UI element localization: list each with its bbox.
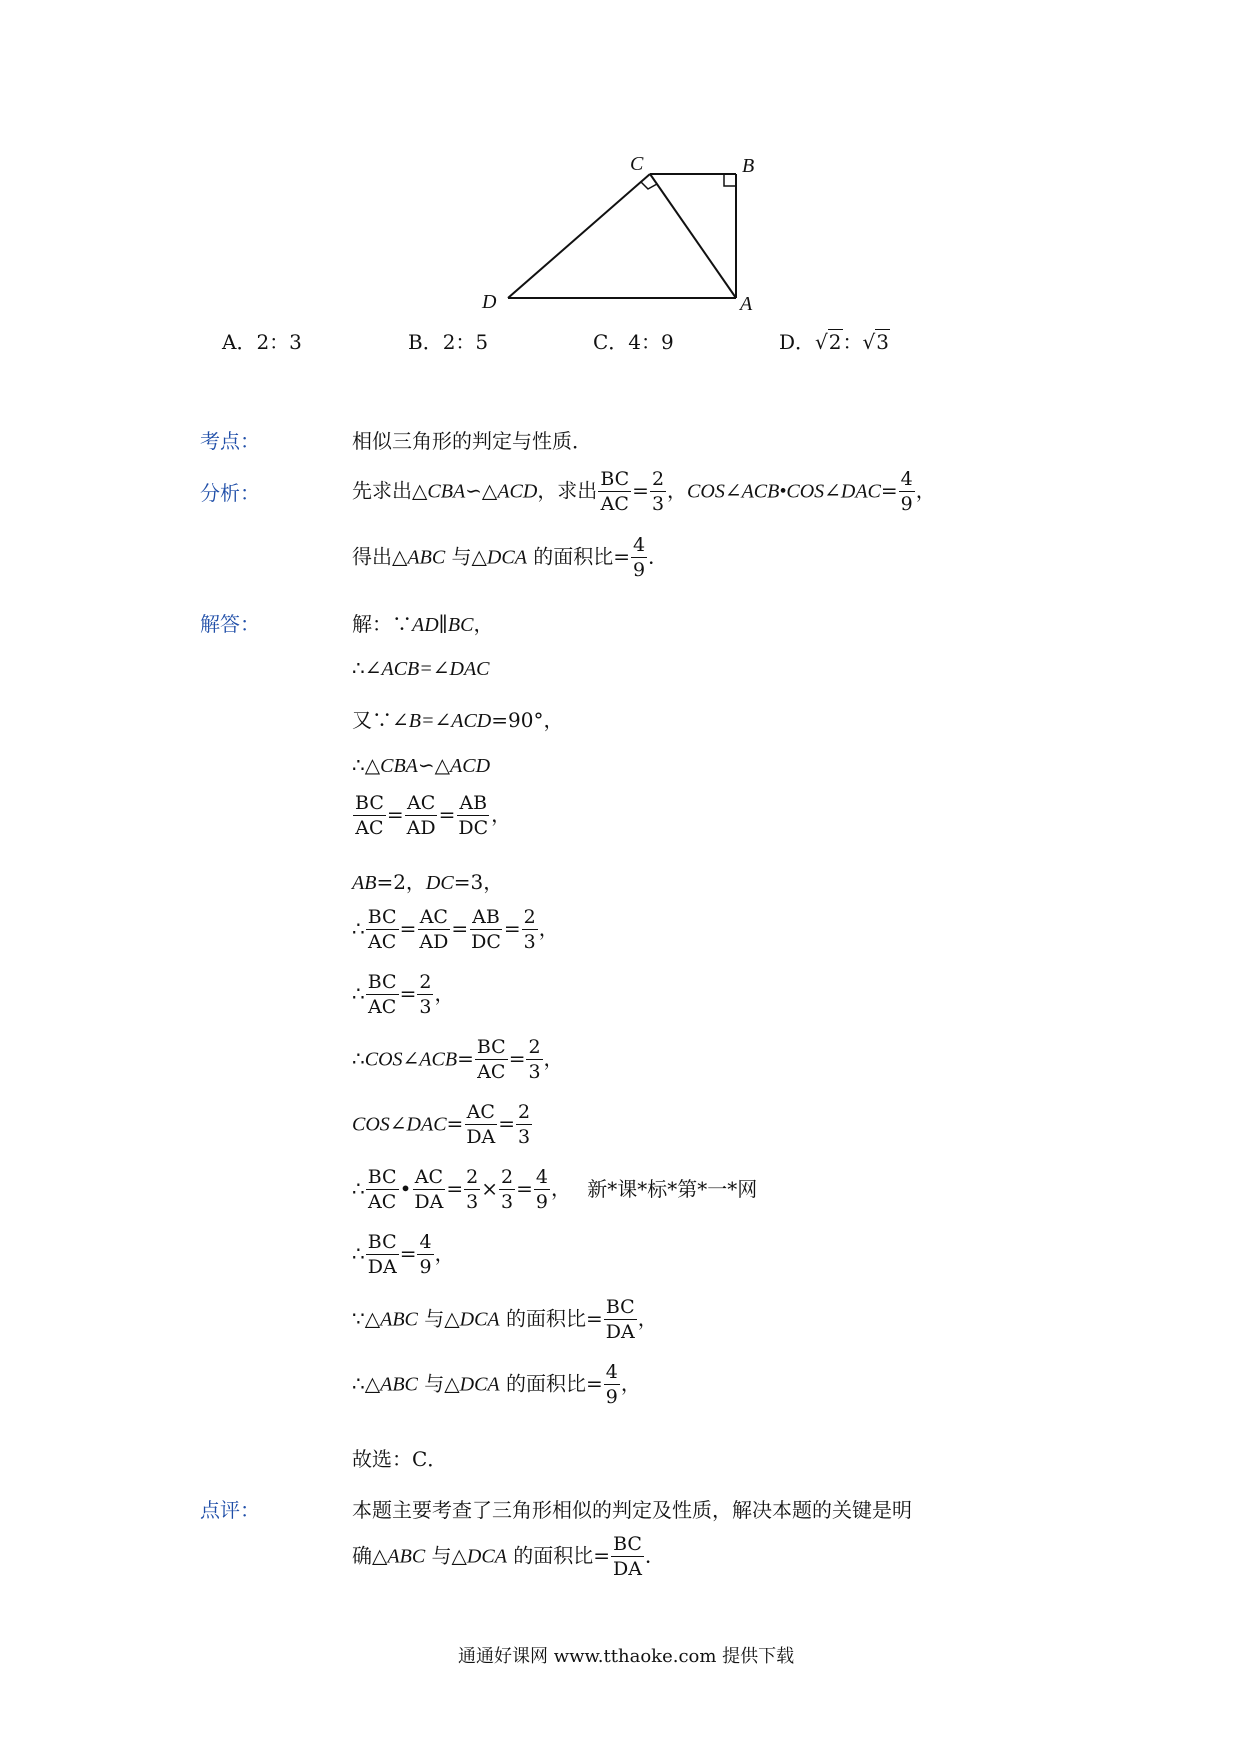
right-angle-b (724, 174, 736, 186)
vertex-label-d: D (482, 291, 497, 313)
fenxi-line-2: 得出△ABC 与△DCA 的面积比= $\frac{4}{9}$ ． (352, 534, 669, 581)
option-c: C．4：9 (593, 330, 674, 354)
option-a: A．2：3 (222, 330, 302, 354)
dianping-label: 点评： (200, 1498, 260, 1522)
triangle-figure (480, 140, 780, 315)
jieda-step-1: 解：∵AD∥BC， (352, 612, 494, 636)
jieda-step-10: COS∠DAC= $\frac{AC}{DA}$ = $\frac{2}{3}$ (352, 1101, 531, 1148)
jieda-step-11: ∴ $\frac{BC}{AC}$ • $\frac{AC}{DA}$ = $\frac{2}{3}$ × $\frac{2}{3}$ = $\frac{4}{9}$ ， 新*课*标*第*一*网 (352, 1166, 758, 1213)
jieda-step-2: ∴∠ACB=∠DAC (352, 656, 490, 680)
vertex-label-c: C (630, 153, 644, 175)
sqrt-3: √3 (862, 330, 890, 354)
jieda-step-5: $\frac{BC}{AC}$ = $\frac{AC}{AD}$ = $\frac{AB}{DC}$ ， (355, 792, 512, 839)
fenxi-label: 分析： (200, 481, 260, 505)
kaodian-label: 考点： (200, 429, 260, 453)
vertex-label-b: B (742, 155, 755, 177)
segment-ca (650, 174, 736, 298)
jieda-step-3: 又∵∠B=∠ACD=90°， (352, 708, 564, 732)
right-angle-c (641, 182, 657, 189)
option-b: B．2：5 (408, 330, 489, 354)
jieda-step-14: ∴△ABC 与△DCA 的面积比= $\frac{4}{9}$ ， (352, 1361, 641, 1408)
dianping-line-2: 确△ABC 与△DCA 的面积比= $\frac{BC}{DA}$ ． (352, 1533, 666, 1580)
sqrt-2: √2 (815, 330, 842, 354)
jieda-step-12: ∴ $\frac{BC}{DA}$ = $\frac{4}{9}$ ， (352, 1231, 455, 1278)
jieda-conclusion: 故选：C． (352, 1447, 448, 1471)
kaodian-text: 相似三角形的判定与性质． (352, 429, 592, 453)
dianping-line-1: 本题主要考查了三角形相似的判定及性质，解决本题的关键是明 (352, 1498, 912, 1522)
segment-dc (508, 174, 650, 298)
jieda-step-6: AB=2，DC=3， (352, 870, 504, 894)
jieda-step-13: ∵△ABC 与△DCA 的面积比= $\frac{BC}{DA}$ ， (352, 1296, 658, 1343)
fenxi-line-1: 先求出△CBA∽△ACD，求出 $\frac{BC}{AC}$ = $\frac{2}{3}$ ，COS∠ACB•COS∠DAC= $\frac{4}{9}$ ， (352, 468, 936, 515)
vertex-label-a: A (740, 293, 753, 315)
watermark-note: 新*课*标*第*一*网 (587, 1176, 758, 1201)
option-d: D．√2：√3 (779, 330, 890, 354)
jieda-step-9: ∴COS∠ACB= $\frac{BC}{AC}$ = $\frac{2}{3}$ ， (352, 1036, 564, 1083)
page-footer: 通通好课网 www.tthaoke.com 提供下载 (458, 1646, 795, 1667)
jieda-step-4: ∴△CBA∽△ACD (352, 753, 491, 777)
jieda-label: 解答： (200, 612, 260, 636)
jieda-step-7: ∴ $\frac{BC}{AC}$ = $\frac{AC}{AD}$ = $\frac{AB}{DC}$ = $\frac{2}{3}$ ， (352, 906, 559, 953)
jieda-step-8: ∴ $\frac{BC}{AC}$ = $\frac{2}{3}$ ， (352, 971, 455, 1018)
